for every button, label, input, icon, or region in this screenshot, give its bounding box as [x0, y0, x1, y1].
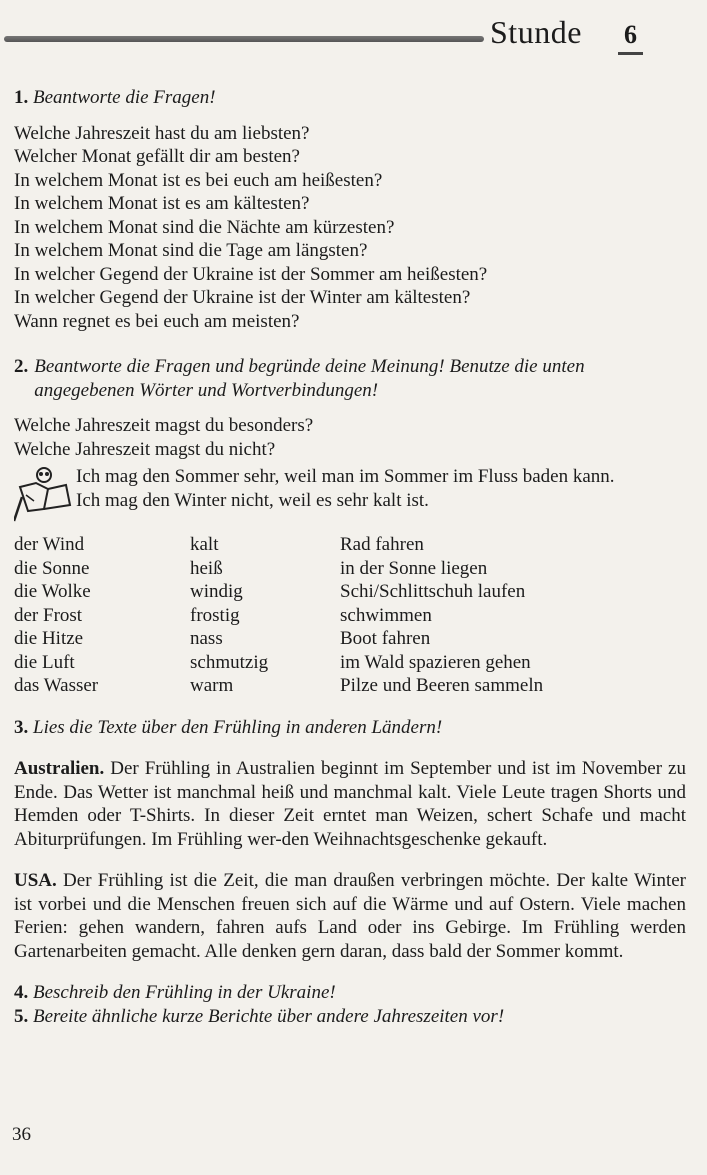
task-2-questions [14, 414, 686, 461]
question-line: Welche Jahreszeit hast du am liebsten? [14, 122, 310, 144]
noun: der Wind [14, 534, 85, 555]
question-line: Welcher Monat gefällt dir am besten? [14, 146, 300, 167]
activity: Boot fahren [340, 628, 431, 649]
owl-reading-icon [14, 465, 76, 525]
text-body: Der Frühling in Australien beginnt im September und ist im November zu Ende. Das Wetter ist manchmal heiß und manchmal kalt. Viele Leute tragen Shorts und Hemden oder T-Shirts. In dieser Zeit erntet man Weizen, schert Schafe und macht Abiturprüfungen. Im Frühling wer-den Weihnachtsgeschenke gekauft. [14, 758, 686, 850]
task-instruction: Beantworte die Fragen und begründe deine Meinung! Benutze die unten angegebenen Wörter und Wortverbindungen! [34, 356, 585, 401]
adjective: schmutzig [190, 651, 269, 673]
noun: die Wolke [14, 581, 91, 602]
task-instruction: Bereite ähnliche kurze Berichte über andere Jahreszeiten vor! [33, 1005, 505, 1027]
example-line: Ich mag den Winter nicht, weil es sehr kalt ist. [76, 489, 429, 511]
page-content [14, 86, 686, 1028]
task-4-heading [14, 981, 686, 1005]
lesson-title: Stunde [490, 14, 582, 50]
question-line: In welchem Monat sind die Nächte am kürzesten? [14, 216, 395, 238]
adjective: windig [190, 581, 243, 602]
noun: die Hitze [14, 628, 84, 649]
task-5-heading [14, 1005, 686, 1029]
task-number: 2. [14, 356, 29, 377]
task-number: 3. [14, 716, 29, 738]
text-australia [14, 757, 686, 851]
activity: Pilze und Beeren sammeln [340, 675, 544, 696]
country-name: USA. [14, 870, 57, 891]
activity: im Wald spazieren gehen [340, 651, 531, 673]
task-instruction: Beantworte die Fragen! [33, 87, 216, 108]
header-rule [4, 36, 484, 42]
noun: die Luft [14, 651, 75, 673]
adjective: nass [190, 628, 223, 649]
task-1-questions [14, 122, 686, 334]
task-number: 5. [14, 1005, 29, 1027]
adjective: kalt [190, 534, 219, 555]
country-name: Australien. [14, 758, 105, 779]
task-number: 1. [14, 87, 29, 108]
adjective: frostig [190, 604, 240, 626]
question-line: In welcher Gegend der Ukraine ist der Sommer am heißesten? [14, 263, 488, 285]
text-body: Der Frühling ist die Zeit, die man draußen verbringen möchte. Der kalte Winter ist vorbei und die Menschen freuen sich auf die Wärme und auf Ostern. Viele machen Ferien: gehen wandern, fahren aufs Land oder ins Gebirge. Im Frühling werden Gartenarbeiten gemacht. Alle denken gern daran, dass bald der Sommer kommt. [14, 870, 686, 962]
example-answers [14, 465, 686, 525]
question-line: In welchem Monat ist es am kältesten? [14, 193, 310, 214]
word-list [14, 533, 686, 698]
noun: die Sonne [14, 557, 90, 579]
question-line: Welche Jahreszeit magst du nicht? [14, 438, 276, 460]
task-3-heading [14, 716, 686, 740]
activity: schwimmen [340, 604, 432, 626]
question-line: Wann regnet es bei euch am meisten? [14, 310, 300, 332]
text-usa [14, 869, 686, 963]
noun: der Frost [14, 604, 83, 626]
task-instruction: Beschreib den Frühling in der Ukraine! [33, 982, 336, 1003]
task-number: 4. [14, 982, 29, 1003]
adjective: warm [190, 675, 234, 696]
activity: Schi/Schlittschuh laufen [340, 581, 526, 602]
question-line: In welchem Monat ist es bei euch am heißesten? [14, 169, 383, 191]
question-line: In welcher Gegend der Ukraine ist der Winter am kältesten? [14, 287, 471, 308]
question-line: In welchem Monat sind die Tage am längsten? [14, 240, 368, 261]
activity: Rad fahren [340, 534, 424, 555]
adjective: heiß [190, 557, 223, 579]
lesson-number: 6 [618, 18, 643, 55]
task-1-heading [14, 86, 686, 110]
task-2-heading [14, 355, 686, 402]
task-instruction: Lies die Texte über den Frühling in anderen Ländern! [33, 716, 443, 738]
activity: in der Sonne liegen [340, 557, 488, 579]
noun: das Wasser [14, 675, 99, 696]
page-number: 36 [12, 1124, 31, 1145]
question-line: Welche Jahreszeit magst du besonders? [14, 415, 314, 436]
example-line: Ich mag den Sommer sehr, weil man im Sommer im Fluss baden kann. [76, 466, 615, 487]
